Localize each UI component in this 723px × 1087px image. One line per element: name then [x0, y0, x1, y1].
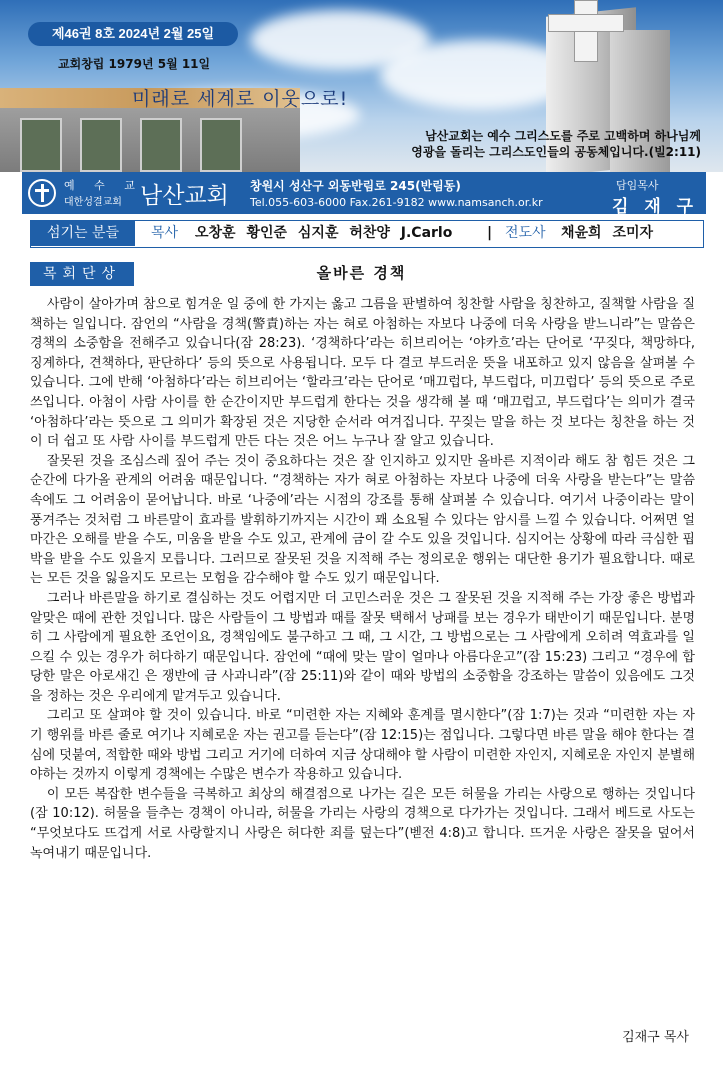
column-label: 목회단상 — [30, 262, 134, 286]
mission-statement — [331, 128, 701, 160]
church-name: 남산교회 — [140, 183, 229, 209]
pastor-title: 담임목사 — [616, 179, 659, 192]
denomination-line: 대한성결교회 — [64, 197, 122, 208]
cross-icon — [548, 14, 624, 32]
role-pastor: 목사 — [151, 225, 179, 241]
servants-row — [30, 220, 704, 248]
church-info-bar — [22, 172, 706, 217]
column-body — [30, 295, 695, 863]
mission-line: 남산교회는 예수 그리스도를 주로 고백하며 하나님께 — [425, 129, 701, 143]
role-evangelist: 전도사 — [505, 225, 546, 241]
issue-info: 제46권 8호 2024년 2월 25일 — [28, 22, 238, 46]
paragraph: 잘못된 것을 조심스레 짚어 주는 것이 중요하다는 것은 잘 인지하고 있지만 올바른 지적이라 해도 참 힘든 것은 그 순간에 다가올 관계의 어려움 때문입니다. “경책하는 자가 혀로 아첨하는 자보다 나중에 더욱 사랑을 받는다”는 말씀 속에도 그 어려움이 묻어납니다. 바로 ‘나중에’라는 시점의 강조를 통해 살펴볼 수 있습니다. 여기서 나중이라는 말이 풍겨주는 것처럼 그 바른말이 효과를 발휘하기까지는 시간이 꽤 소요될 수 있다는 암시를 느낄 수 있습니다. 어쩌면 얼마간은 오해를 받을 수도, 미움을 받을 수도 있고, 관계에 금이 갈 수도 있을 것입니다. 심지어는 상황에 따라 극심한 핍박을 받을 수도 있을지 모릅니다. 그러므로 잘못된 것을 지적해 주는 정의로운 행위는 대단한 용기가 필요합니다. 때로는 모든 것을 잃을지도 모르는 모험을 감수해야 할 수도 있기 때문입니다. — [30, 453, 695, 587]
paragraph: 이 모든 복잡한 변수들을 극복하고 최상의 해결점으로 나가는 길은 모든 허물을 가리는 사랑으로 행하는 것입니다(잠 10:12). 허물을 들추는 경책이 아니라, 허물을 가리는 사랑의 경책으로 다가가는 것입니다. 그래서 베드로 사도는 “무엇보다도 뜨겁게 서로 사랑할지니 사랑은 허다한 죄를 덮는다”(벧전 4:8)고 합니다. 뜨거운 사랑은 잘못을 덮어서 녹여내기 때문입니다. — [30, 786, 695, 861]
paragraph: 그리고 또 살펴야 할 것이 있습니다. 바로 “미련한 자는 지혜와 훈계를 멸시한다”(잠 1:7)는 것과 “미련한 자는 자기 행위를 바른 줄로 여기나 지혜로운 자는 권고를 듣는다”(잠 12:15)는 점입니다. 그렇다면 바른 말을 해야 한다는 결심에 덧붙여, 적합한 때와 방법 그리고 거기에 더하여 지금 상대해야 할 사람이 미련한 자인지, 지혜로운 자인지 분별해야하는 것까지 이렇게 경책에는 수많은 변수가 작용하고 있습니다. — [30, 708, 695, 783]
church-contact: Tel.055-603-6000 Fax.261-9182 www.namsanch.or.kr — [250, 196, 543, 209]
pastor-names: 오창훈 황인준 심지훈 허찬양 J.Carlo — [195, 225, 453, 241]
evangelist-names: 채윤희 조미자 — [561, 225, 654, 241]
church-logo-icon — [28, 179, 56, 207]
paragraph: 사람이 살아가며 참으로 힘겨운 일 중에 한 가지는 옳고 그름을 판별하여 칭찬할 사람을 칭찬하고, 질책할 사람을 질책하는 일입니다. 잠언의 “사람을 경책(警責)하는 자는 혀로 아첨하는 자보다 나중에 더욱 사랑을 받느니라”는 말씀은 경책의 소중함을 전해주고 있습니다(잠 28:23). ‘경책하다’라는 히브리어는 ‘야카흐’라는 단어로 ‘꾸짖다, 책망하다, 징계하다, 견책하다, 판단하다’ 등의 뜻으로 사용됩니다. 모두 다 결코 부드러운 뜻을 내포하고 있지 않음을 살펴볼 수 있습니다. 그에 반해 ‘아첨하다’라는 히브리어는 ‘할라크’라는 단어로 ‘매끄럽다, 부드럽다, 미끄럽다’ 등의 뜻으로 주로 쓰입니다. 아첨이 사람 사이를 한 순간이지만 부드럽게 한다는 것을 생각해 볼 때 ‘매끄럽고, 부드럽다’는 의미가 결국 ‘아첨하다’라는 뜻으로 그 의미가 확장된 것은 지당한 순서라 여겨집니다. 꾸짖는 말을 하는 것 보다는 칭찬을 하는 것이 더 쉽고 또 사람 사이를 부드럽게 만든 다는 것은 어느 누구나 잘 알고 있습니다. — [30, 297, 695, 450]
pastor-name: 김 재 구 — [612, 197, 699, 217]
church-motto: 미래로 세계로 이웃으로! — [132, 88, 349, 110]
column-author: 김재구 목사 — [622, 1030, 689, 1045]
founded-date: 교회창립 1979년 5월 11일 — [58, 57, 211, 71]
header-banner — [0, 0, 723, 172]
separator: | — [487, 225, 493, 241]
church-address: 창원시 성산구 외동반림로 245(반림동) — [250, 179, 461, 193]
mission-line: 영광을 돌리는 그리스도인들의 공동체입니다.(빌2:11) — [411, 145, 701, 159]
denomination-line: 예 수 교 — [64, 179, 143, 192]
column-title: 올바른 경책 — [316, 264, 407, 282]
paragraph: 그러나 바른말을 하기로 결심하는 것도 어렵지만 더 고민스러운 것은 그 잘못된 것을 지적해 주는 가장 좋은 방법과 알맞은 때에 관한 것입니다. 많은 사람들이 그 방법과 때를 잘못 택해서 낭패를 보는 경우가 태반이기 때문입니다. 분명히 그 사람에게 필요한 조언이요, 경책임에도 불구하고 그 때, 그 시간, 그 방법으로는 그 사람에게 오히려 역효과를 일으킬 수 있는 경우가 허다하기 때문입니다. 잠언에 “때에 맞는 말이 얼마나 아름다운고”(잠 15:23) 그리고 “경우에 합당한 말은 아로새긴 은 쟁반에 금 사과니라”(잠 25:11)와 같이 때와 방법의 소중함을 강조하는 말씀이 있음에도 그것을 정하는 것은 우리에게 맡겨두고 있습니다. — [30, 590, 695, 704]
servants-label: 섬기는 분들 — [31, 221, 135, 246]
